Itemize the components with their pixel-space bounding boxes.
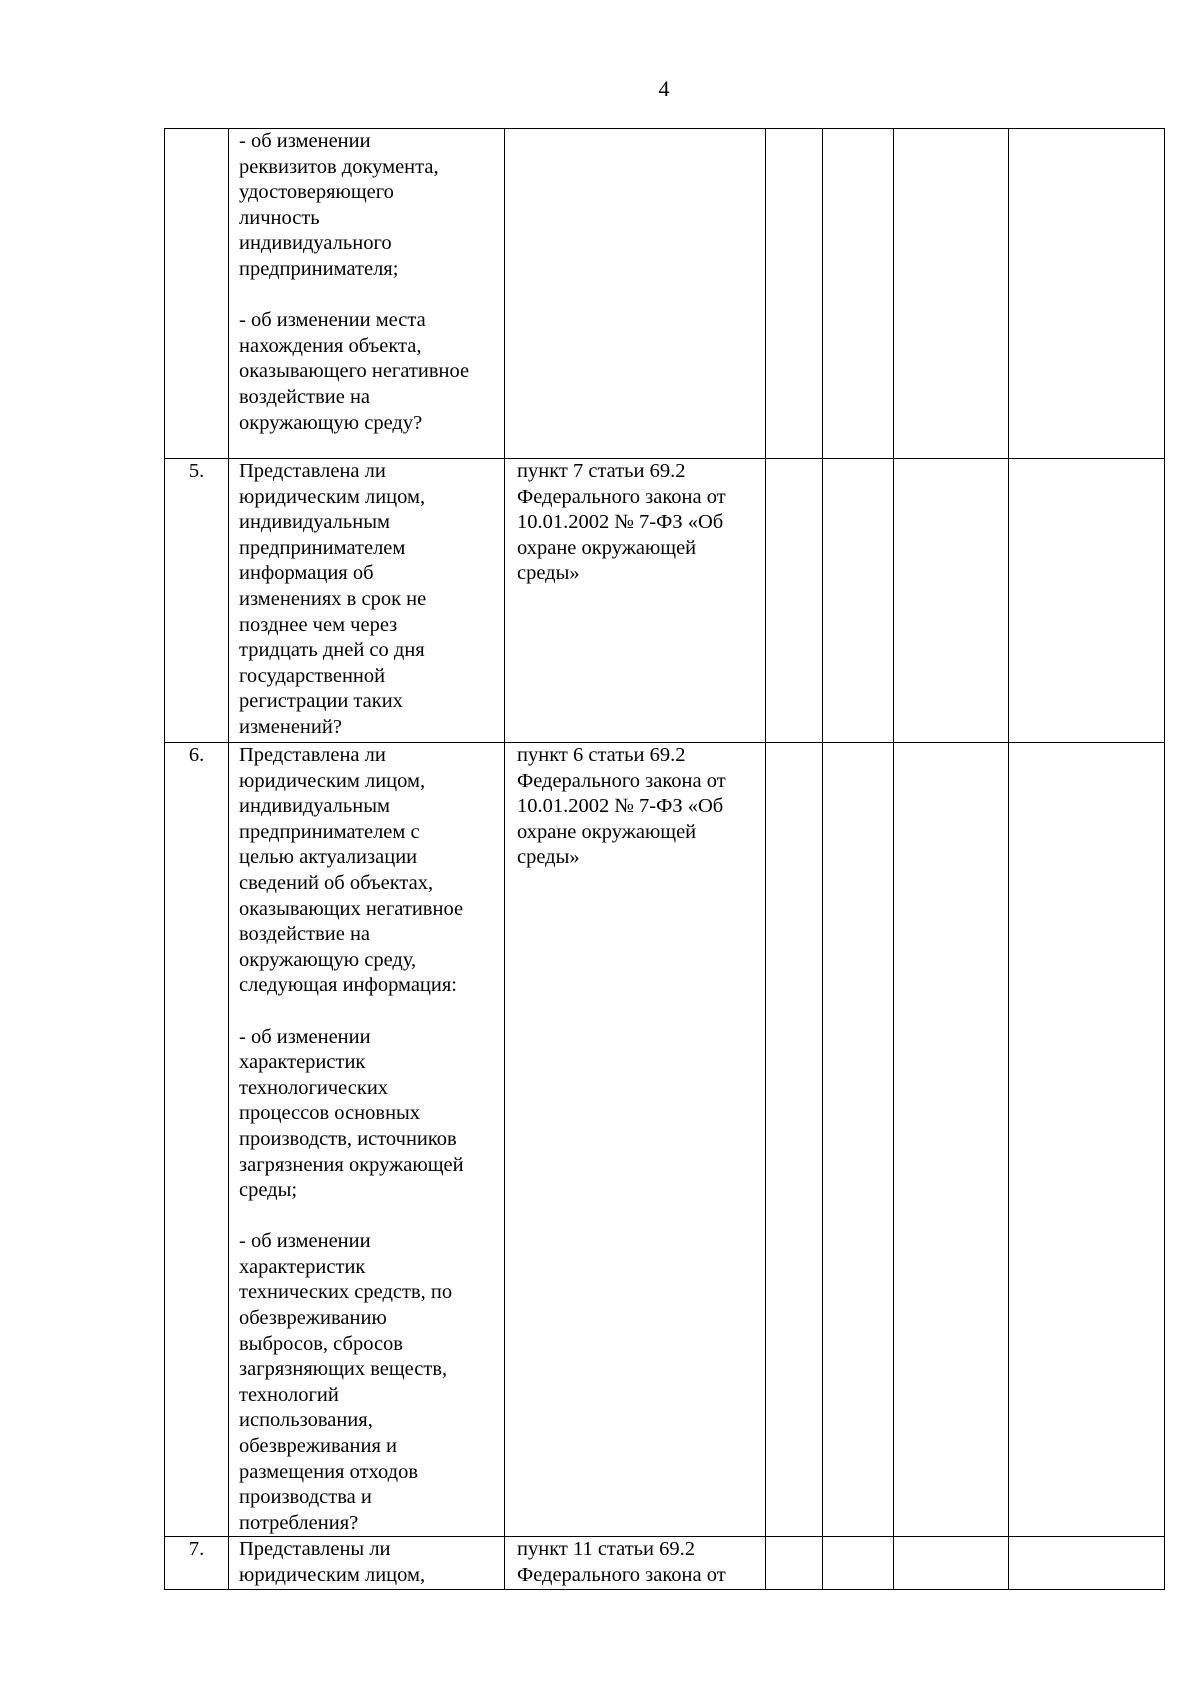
- answer-cell-3: [894, 459, 1009, 743]
- table-row: [165, 129, 1165, 459]
- legal-reference: пункт 6 статьи 69.2 Федерального закона от 10.01.2002 № 7-ФЗ «Об охране окружающей среды»: [505, 743, 766, 1537]
- answer-cell-1: [766, 459, 823, 743]
- requirement-text: Представлена ли юридическим лицом, индивидуальным предпринимателем с целью актуализации сведений об объектах, оказывающих негативное воздействие на окружающую среду, следующая информация: - об изменении характеристик технологических процессов основных производств, источников загрязнения окружающей среды; - об изменении характеристик технических средств, по обезвреживанию выбросов, сбросов загрязняющих веществ, технологий использования, обезвреживания и размещения отходов производства и потребления?: [229, 743, 505, 1537]
- row-number: 5.: [165, 459, 229, 743]
- notes-cell: [1009, 743, 1165, 1537]
- requirement-text: - об изменении реквизитов документа, удостоверяющего личность индивидуального предпринимателя; - об изменении места нахождения объекта, оказывающего негативное воздействие на окружающую среду?: [229, 129, 505, 459]
- table-row: [165, 459, 1165, 743]
- table-row: [165, 1537, 1165, 1589]
- answer-cell-2: [823, 459, 894, 743]
- answer-cell-1: [766, 743, 823, 1537]
- notes-cell: [1009, 1537, 1165, 1589]
- notes-cell: [1009, 459, 1165, 743]
- legal-reference: [505, 129, 766, 459]
- row-number: 6.: [165, 743, 229, 1537]
- notes-cell: [1009, 129, 1165, 459]
- checklist-table: [164, 128, 1165, 1590]
- page-number: 4: [658, 76, 670, 101]
- answer-cell-1: [766, 129, 823, 459]
- answer-cell-2: [823, 743, 894, 1537]
- row-number: 7.: [165, 1537, 229, 1589]
- requirement-text: Представлена ли юридическим лицом, индивидуальным предпринимателем информация об изменениях в срок не позднее чем через тридцать дней со дня государственной регистрации таких изменений?: [229, 459, 505, 743]
- answer-cell-2: [823, 129, 894, 459]
- answer-cell-3: [894, 129, 1009, 459]
- answer-cell-1: [766, 1537, 823, 1589]
- table-row: [165, 743, 1165, 1537]
- answer-cell-2: [823, 1537, 894, 1589]
- answer-cell-3: [894, 1537, 1009, 1589]
- legal-reference: пункт 11 статьи 69.2 Федерального закона от: [505, 1537, 766, 1589]
- requirement-text: Представлены ли юридическим лицом,: [229, 1537, 505, 1589]
- legal-reference: пункт 7 статьи 69.2 Федерального закона от 10.01.2002 № 7-ФЗ «Об охране окружающей среды»: [505, 459, 766, 743]
- row-number: [165, 129, 229, 459]
- answer-cell-3: [894, 743, 1009, 1537]
